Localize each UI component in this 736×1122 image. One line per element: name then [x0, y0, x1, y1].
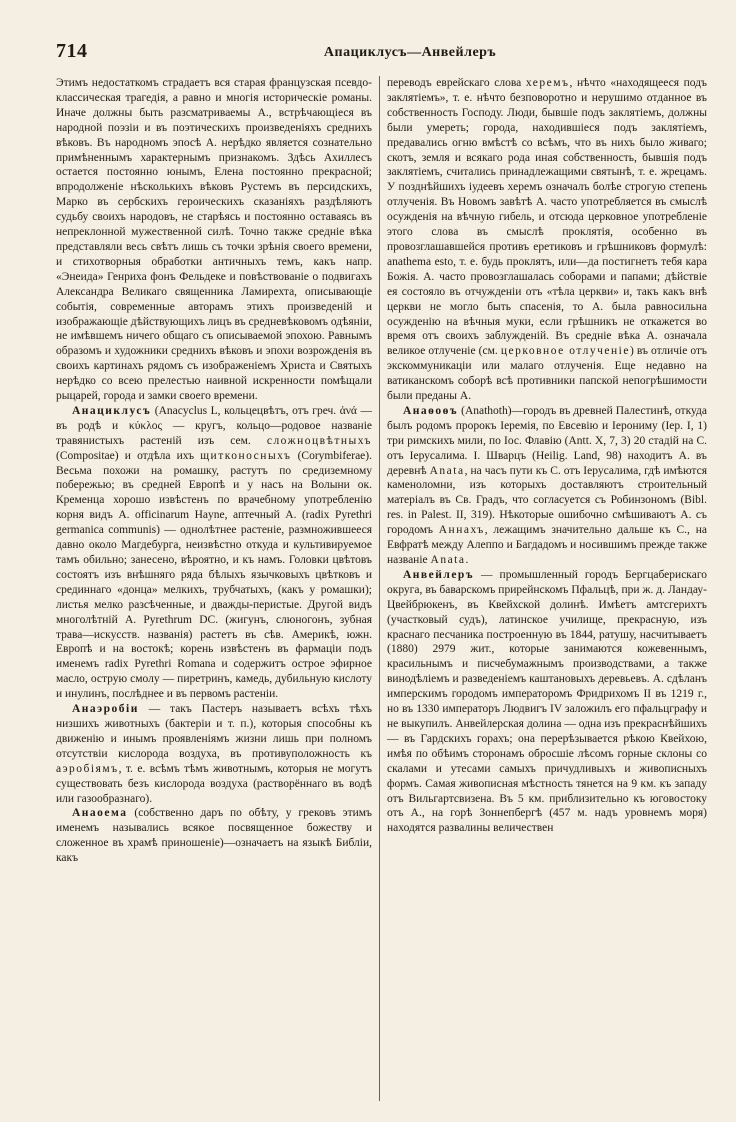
entry-anathema — [56, 806, 372, 866]
entry-text: . — [465, 554, 469, 566]
entry-text: (Corymbiferae). Весьма похожи на ромашку, растутъ по средиземному побережью; въ средней Европѣ и у насъ на Волыни ок. Кременца хорошо извѣстенъ по врачебному употребленію корня видъ A. officinarum Hayne, аптечный А. (radix Pyrethri germanica communis) — однолѣтнее растеніе, размножившееся давно около Магдебурга, неизвѣстно откуда и культивируемое тамъ обильно; занесено, вѣроятно, и къ намъ. Головки цвѣтовъ состоятъ изъ внѣшняго ряда бѣлыхъ язычковыхъ цвѣтковъ и срединнаго «донца» мелкихъ, трубчатыхъ, (какъ у ромашки); листья мелко разсѣченные, и дважды-перистые. Другой видъ многолѣтній A. Pyrethrum DC. (жигунъ, слюногонъ, зубная трава—искусств. названія) растетъ въ сѣв. Америкѣ, южн. Европѣ и на востокѣ; корень извѣстенъ въ фармаціи подъ именемъ radix Pyrethri Romana и содержитъ острое эфирное масло, острую смолу — пиретринъ, камедь, дубильную кислоту и инулинъ, послѣднее и въ первомъ растеніи. — [56, 449, 372, 701]
entry-annweiler — [387, 568, 707, 836]
page-number: 714 — [56, 40, 88, 62]
entry-text: ) въ отличіе отъ экскоммуникаціи или малаго отлученія. Еще недавно на ватиканскомъ соборѣ всѣ противники папской непогрѣшимости были преданы А. — [387, 345, 707, 403]
headword-anaerobii: Анаэробіи — [72, 703, 139, 716]
right-column — [387, 76, 707, 1106]
headword-anathoth: Анаѳоѳъ — [403, 404, 459, 417]
entry-text: , на часъ пути къ С. отъ Іерусалима, гдѣ имѣются каменоломни, изъ которыхъ доставляютъ строительный матеріалъ въ Св. Градъ, что согласуется съ Робинзономъ (Bibl. res. in Palest. II, 319). Нѣкоторые ошибочно смѣшиваютъ А. съ городомъ — [387, 464, 707, 537]
spaced-term: щитконосныхъ — [200, 449, 292, 462]
spaced-term: Аннахъ — [438, 524, 485, 537]
headword-anacyclus: Анациклусъ — [72, 404, 152, 417]
entry-text: — такъ Пастеръ называетъ всѣхъ тѣхъ низшихъ животныхъ (бактеріи и т. п.), которыя способны къ движенію и инымъ проявленіямъ жизни лишь при полномъ отсутствіи кислорода воздуха, въ противуположность къ — [56, 703, 372, 760]
entry-text: (собственно даръ по обѣту, у грековъ этимъ именемъ назывались всякое посвященное божеству и сложенное въ храмѣ приношеніе)—означаетъ на языкѣ Библіи, какъ — [56, 807, 372, 865]
entry-text: , т. е. всѣмъ тѣмъ животнымъ, которыя не могутъ существовать безъ кислорода воздуха (растворённаго въ водѣ или газообразнаго). — [56, 762, 372, 805]
paragraph-anachronism-continued — [56, 76, 372, 404]
entry-text: (Compositae) и отдѣла ихъ — [56, 449, 201, 462]
entry-anathoth — [387, 404, 707, 568]
headword-annweiler: Анвейлеръ — [403, 568, 475, 581]
spaced-term: аэробіямъ — [56, 762, 119, 775]
left-column — [56, 76, 372, 1106]
entry-text: (Anathoth)—городъ въ древней Палестинѣ, откуда былъ родомъ пророкъ Іеремія, по Евсевію и Іерониму (Іер. I, 1) три римскихъ мили, по Іос. Флавію (Antt. X, 7, 3) 20 стадій на С. отъ Іерусалима. І. Шварцъ (Heilig. Land, 98) находитъ А. въ деревнѣ — [387, 404, 707, 477]
entry-text: переводъ еврейскаго слова — [387, 77, 526, 89]
column-divider — [379, 76, 380, 1101]
spaced-term: херемъ — [525, 77, 570, 89]
paragraph-text: Этимъ недостаткомъ страдаетъ вся старая французская псевдо-классическая трагедія, а равно и многія историческіе романы. Иначе должны быть разсматриваемы А., встрѣчающіеся въ народной поэзіи и въ поэтическихъ произведеніяхъ среднихъ вѣковъ. Въ народномъ эпосѣ А. нерѣдко является сознательно примѣненнымъ характернымъ признакомъ. Здѣсь Ахиллесъ остается постоянно юнымъ, Елена постоянно прекрасной; впродолженіе нѣсколькихъ вѣковъ Рустемъ въ персидскихъ, Марко въ сербскихъ героическихъ сказаніяхъ раздѣляютъ судьбу своихъ народовъ, не старѣясь и постоянно оставаясь въ непреклонной мужественной силѣ. Точно также средніе вѣка представляли весь свѣтъ лишь съ точки зрѣнія своего времени, и стихотворныя обработки античныхъ темъ, какъ напр. «Энеида» Генриха фонъ Фельдеке и повѣствованіе о подвигахъ Александра Великаго священника Ламирехта, описывающіе событія, современные авторамъ этихъ произведеній и изображающіе дѣйствующихъ лицъ въ средневѣковомъ одѣяніи, не имѣвшемъ ничего общаго съ описываемой эпохою. Равнымъ образомъ и художники среднихъ вѣковъ и эпохи возрожденія въ своихъ картинахъ рядомъ съ изображеніемъ Христа и Святыхъ нерѣдко со всею прелестью наивной искренности помѣщали рыцарей, города и замки своего времени. — [56, 77, 372, 403]
spaced-term: сложноцвѣтныхъ — [266, 434, 372, 447]
entry-text: , нѣчто «находящееся подъ заклятіемъ», т. е. нѣчто безповоротно и нерушимо отданное въ собственность Господу. Люди, бывшіе подъ заклятіемъ, должны были умереть; города, находившіеся подъ заклятіемъ, предавались огню вмѣстѣ со всѣмъ, что въ нихъ было живаго; скотъ, земля и всякаго рода иная собственность, бывшія подъ заклятіемъ, считались принадлежащими святынѣ, т. е. жрецамъ. У позднѣйшихъ іудеевъ херемъ означалъ болѣе строгую степень отлученія. Въ Новомъ завѣтѣ А. часто употребляется въ смыслѣ осужденія на вѣчную гибель, и отсюда церковное употребленіе этого слова въ смыслѣ проклятія, особенно въ провозглашавшейся противъ еретиковъ и грѣшниковъ формулѣ: anathema esto, т. е. будь проклятъ, или—да постигнетъ тебя кара Божія. А. часто провозглашалась соборами и папами; дѣйствіе ея состояло въ отчужденіи отъ «тѣла церкви» и, такъ какъ внѣ церкви не могло быть спасенія, то А. была равносильна осужденію на вѣчныя муки, если грѣшникъ не откажется во время отъ своихъ заблужденій. Въ средніе вѣка А. означала великое отлученіе (см. — [387, 77, 707, 358]
headword-anathema: Анаоема — [72, 807, 128, 820]
entry-text: (Anacyclus L, кольцецвѣтъ, отъ греч. ἀνά — въ родѣ и κύκλος — кругъ, кольцо—родовое названіе травянистыхъ растеній изъ сем. — [56, 404, 372, 447]
spaced-term: церковное отлученіе — [500, 345, 630, 358]
running-head: Апациклусъ—Анвейлеръ — [323, 45, 497, 60]
entry-anaerobii — [56, 702, 372, 806]
spaced-term: Anata — [430, 554, 466, 566]
entry-anathema-continued — [387, 76, 707, 404]
entry-text: — промышленный городъ Бергцаберискаго округа, въ баварскомъ прирейнскомъ Пфальцѣ, при ж. д. Ландау-Цвейбрюкенъ, въ Квейхской долинѣ. Имѣетъ амтсгерихтъ (участковый судъ), латинское училище, прекрасную, изъ краснаго песчаника построенную въ 1844, ратушу, насчитываетъ (1880) 2979 жит., которые занимаются кожевеннымъ, красильнымъ и писчебумажнымъ производствами, а также винодѣліемъ и разведеніемъ каштановыхъ деревьевъ. А. сдѣланъ имперскимъ городомъ императоромъ Фридрихомъ II въ 1219 г., но въ 1330 императоръ Людвигъ IV заложилъ его пфальцграфу и не выкупилъ. Анвейлерская долина — одна изъ прекраснѣйшихъ — въ Гардскихъ горахъ; она перерѣзывается рѣкою Квейхою, имѣя по обѣимъ сторонамъ обросшіе лѣсомъ горные склоны со скалами и утесами самыхъ причудливыхъ и живописныхъ формъ. Самая живописная мѣстность тянется на 9 км. къ западу отъ Вильгартсвизена. Въ 5 км. приблизительно къ юговостоку отъ А., на горѣ Зоннепбергѣ (457 м. надъ уровнемъ моря) находятся развалины величествен — [387, 568, 707, 835]
entry-anacyclus — [56, 404, 372, 702]
spaced-term: Anata — [429, 464, 465, 477]
entry-text: , лежащимъ значительно дальше къ С., на Евфратѣ между Алеппо и Багдадомъ и носившимъ прежде также названіе — [387, 524, 707, 566]
